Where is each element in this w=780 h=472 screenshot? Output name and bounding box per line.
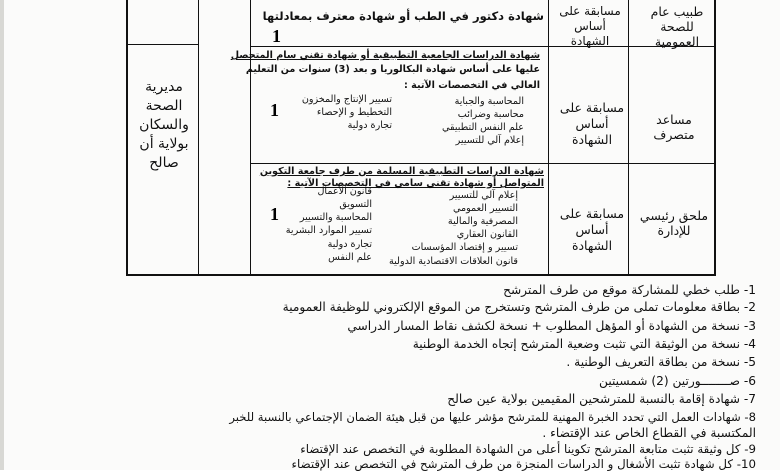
row2-intro-2: المتواصل أو شهادة تقني سامي في التخصصات الآتية : [287, 178, 544, 189]
row1-intro-1: شهادة الدراسات الجامعية التطبيقية أو شهادة تقني سام المتحصل [230, 50, 540, 61]
col-divider-2 [250, 0, 251, 275]
document-item-8: 8- شهادات العمل التي تحدد الخبرة المهنية للمترشح مؤشر عليها من قبل هيئة الضمان الإجتماعي بالنسبة للخبر [229, 410, 756, 424]
document-item-5: 5- نسخة من بطاقة التعريف الوطنية . [566, 355, 756, 369]
job-title-gp: طبيب عام للصحة العمومية [650, 4, 704, 49]
post-count-0: 1 [272, 26, 281, 46]
row-divider-2 [250, 163, 716, 164]
row1-spec-r0: المحاسبة والجباية [454, 96, 524, 107]
document-item-7: 7- شهادة إقامة بالنسبة للمترشحين المقيمين بولاية عين صالح [447, 392, 756, 406]
document-item-8-cont: المكتسبة في القطاع الخاص عند الإقتضاء . [542, 426, 756, 440]
document-item-1: 1- طلب خطي للمشاركة موقع من طرف المترشح [503, 283, 756, 297]
document-item-6: 6- صــــــــورتين (2) شمسيتين [599, 374, 756, 388]
row2-spec-l1: التسويق [339, 199, 372, 210]
table-border-left [126, 0, 128, 275]
row1-spec-r2: علم النفس التطبيقي [442, 122, 524, 133]
col-divider-4 [628, 0, 629, 275]
document-item-10: 10- كل شهادة تثبت الأشغال و الدراسات المنجزة من طرف المترشح في التخصص عند الإقتضاء [291, 457, 756, 471]
recruitment-mode-1: مسابقة على أساس الشهادة [559, 100, 625, 147]
job-title-attache: ملحق رئيسي للإدارة [639, 208, 709, 238]
post-count-2: 1 [270, 204, 279, 224]
recruitment-mode-0: مسابقة على أساس الشهادة [559, 4, 621, 48]
table-border-right [714, 0, 716, 275]
row1-spec-r3: إعلام آلي للتسيير [455, 135, 524, 146]
row2-intro-1: شهادة الدراسات التطبيقية المسلمة من طرف جامعة التكوين [259, 166, 544, 177]
document-item-9: 9- كل وثيقة تثبت متابعة المترشح تكوينا أعلى من الشهادة المطلوبة في التخصص عند الإقتضاء [300, 442, 756, 456]
table-border-bottom [126, 274, 716, 276]
row2-spec-r4: تسيير و إقتصاد المؤسسات [411, 242, 518, 253]
row2-spec-r2: المصرفية والمالية [447, 216, 518, 227]
row2-spec-l3: تسيير الموارد البشرية [285, 225, 372, 236]
row2-spec-r0: إعلام آلي للتسيير [449, 190, 518, 201]
row1-spec-l1: التخطيط و الإحصاء [316, 107, 392, 118]
row2-spec-l0: قانون الأعمال [317, 186, 372, 197]
row1-spec-l0: تسيير الإنتاج والمخزون [301, 94, 392, 105]
row2-spec-r1: التسيير العمومي [452, 203, 518, 214]
document-item-2: 2- بطاقة معلومات تملى من طرف المترشح وتستخرج من الموقع الإلكتروني للوظيفة العمومية [282, 300, 756, 314]
job-title-assistant: مساعد متصرف [653, 112, 695, 142]
requirements-0: شهادة دكتور في الطب أو شهادة معترف بمعادلتها [262, 9, 544, 23]
recruitment-mode-2: مسابقة على أساس الشهادة [559, 206, 625, 253]
directorate: مديرية الصحة والسكان بولاية أن صالح [139, 79, 189, 171]
row1-intro-3: العالي في التخصصات الآتية : [403, 80, 540, 91]
scan-edge [0, 0, 4, 470]
col-divider-3 [548, 0, 549, 275]
document-item-3: 3- نسخة من الشهادة أو المؤهل المطلوب + نسخة لكشف نقاط المسار الدراسي [347, 319, 756, 333]
row1-spec-r1: محاسبة وضرائب [457, 109, 524, 120]
document-item-4: 4- نسخة من الوثيقة التي تثبت وضعية المترشح إتجاه الخدمة الوطنية [412, 337, 756, 351]
row1-spec-l2: تجارة دولية [347, 120, 392, 131]
row2-spec-r5: قانون العلاقات الاقتصادية الدولية [389, 256, 518, 267]
row2-spec-r3: القانون العقاري [456, 229, 518, 240]
row2-spec-l2: المحاسبة والتسيير [299, 212, 372, 223]
post-count-1: 1 [270, 100, 279, 120]
row-divider-1b [126, 44, 198, 45]
row2-spec-l5: علم النفس [328, 252, 372, 263]
col-divider-1 [198, 0, 199, 275]
row1-intro-2: عليها على أساس شهادة البكالوريا و بعد (3) سنوات من التعليم [245, 64, 540, 75]
row2-spec-l4: تجارة دولية [327, 239, 372, 250]
